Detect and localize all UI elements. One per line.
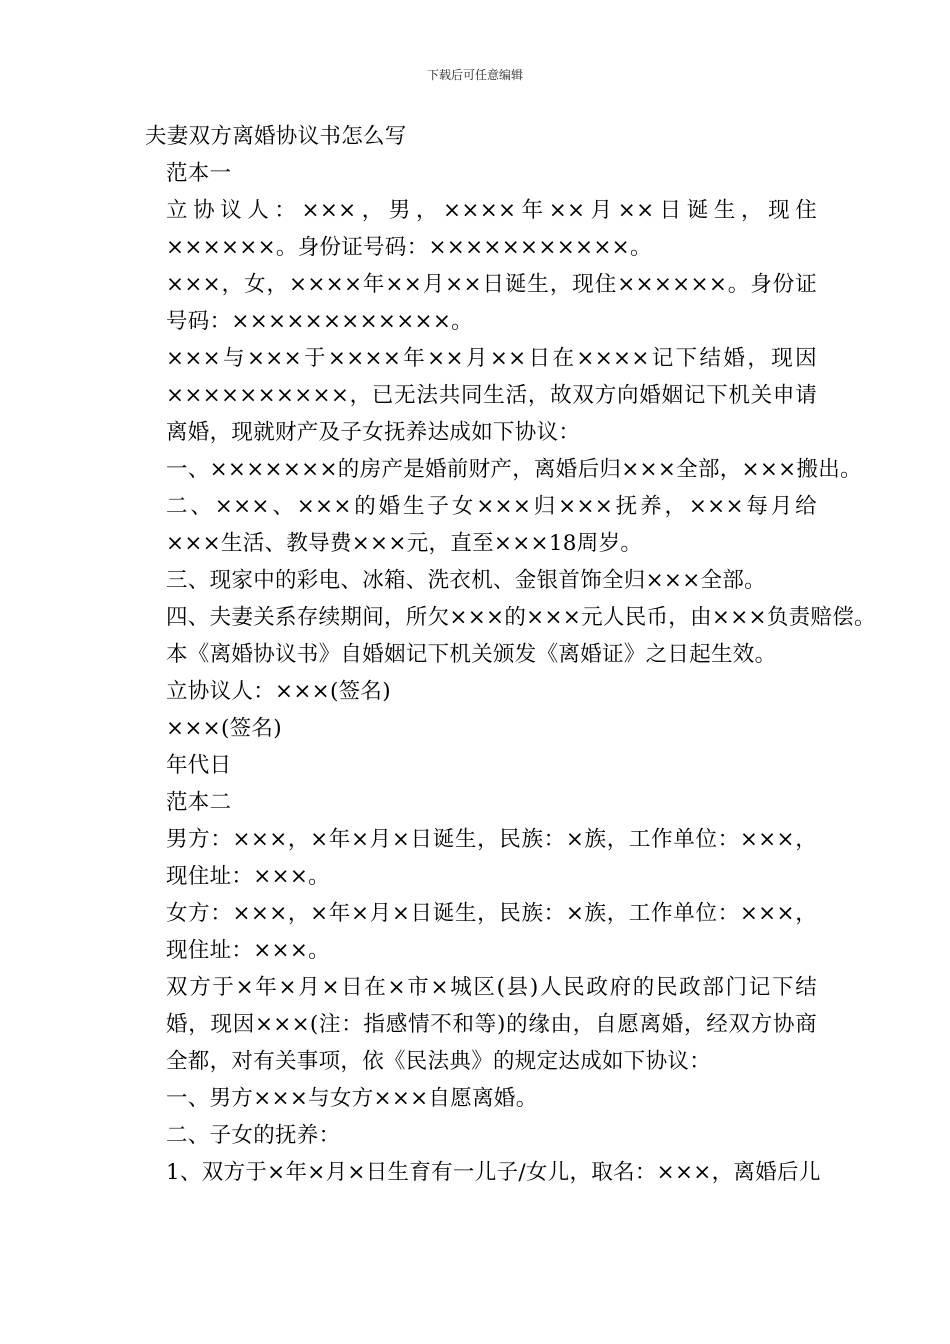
page-header: 下载后可任意编辑 [426,68,523,82]
clause: 本《离婚协议书》自婚姻记下机关颁发《离婚证》之日起生效。 [166,642,777,667]
clause: 二、子女的抚养： [166,1123,341,1148]
clause: 一、男方×××与女方×××自愿离婚。 [166,1086,538,1111]
paragraph: 双方于×年×月×日在×市×城区(县)人民政府的民政部门记下结婚，现因×××(注：指感情不和等)的缘由，自愿离婚，经双方协商全都，对有关事项，依《民法典》的规定达成如下协议： [166,975,817,1074]
paragraph: 女方：×××，×年×月×日诞生，民族：×族，工作单位：×××，现住址：×××。 [166,901,817,963]
clause: 1、双方于×年×月×日生育有一儿子/女儿，取名：×××，离婚后儿 [166,1160,821,1185]
date-line: 年代日 [166,753,232,778]
clause: 三、现家中的彩电、冰箱、洗衣机、金银首饰全归×××全部。 [166,568,766,593]
clause: 二、×××、×××的婚生子女×××归×××抚养，×××每月给×××生活、教导费×××元，直至×××18周岁。 [166,494,817,556]
paragraph: 男方：×××，×年×月×日诞生，民族：×族，工作单位：×××，现住址：×××。 [166,827,817,889]
signature-line: ×××(签名) [166,716,282,741]
section-heading: 范本二 [166,790,232,815]
signature-line: 立协议人：×××(签名) [166,679,391,704]
section-heading: 范本一 [166,161,232,186]
clause: 四、夫妻关系存续期间，所欠×××的×××元人民币，由×××负责赔偿。 [166,605,876,630]
paragraph: 立协议人：×××，男，××××年××月××日诞生，现住××××××。身份证号码：×××××××××××。 [166,198,817,260]
paragraph: ×××与×××于××××年××月××日在××××记下结婚，现因××××××××××，已无法共同生活，故双方向婚姻记下机关申请离婚，现就财产及子女抚养达成如下协议： [166,346,817,445]
document-body [145,118,876,1191]
clause: 一、×××××××的房产是婚前财产，离婚后归×××全部，×××搬出。 [166,457,862,482]
paragraph: ×××，女，××××年××月××日诞生，现住××××××。身份证号码：××××××××××××。 [166,272,817,334]
document-title: 夫妻双方离婚协议书怎么写 [145,124,407,149]
